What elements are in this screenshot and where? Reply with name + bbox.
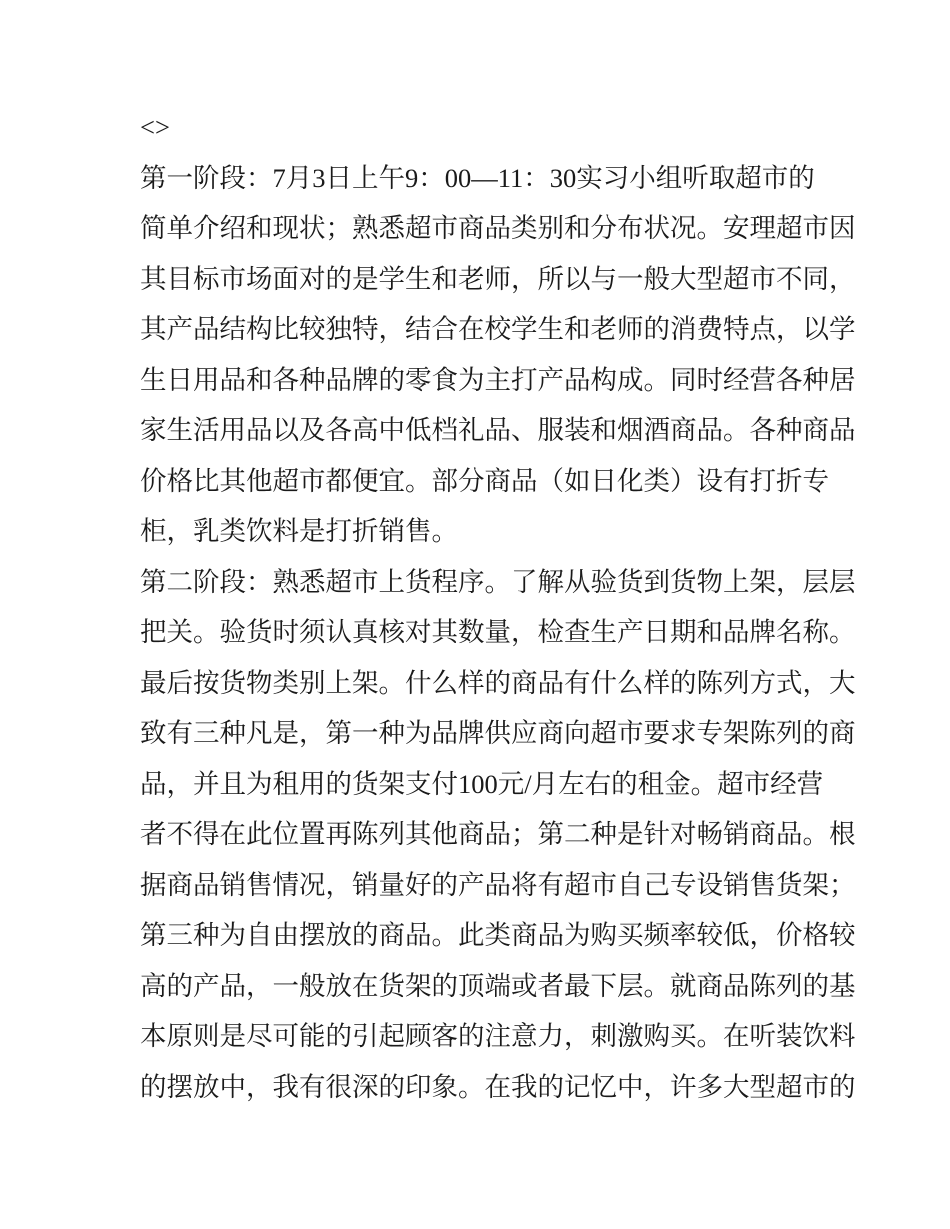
text-line: 把关。验货时须认真核对其数量，检查生产日期和品牌名称。	[140, 617, 856, 647]
text-line: 其产品结构比较独特，结合在校学生和老师的消费特点，以学	[140, 314, 856, 344]
text-line: 本原则是尽可能的引起顾客的注意力，刺激购买。在听装饮料	[140, 1021, 856, 1051]
text-line: 高的产品，一般放在货架的顶端或者最下层。就商品陈列的基	[140, 970, 856, 1001]
document-body	[140, 102, 856, 1112]
text-line: 其目标市场面对的是学生和老师，所以与一般大型超市不同，	[140, 263, 856, 294]
text-line: 第一阶段：7月3日上午9：00—11：30实习小组听取超市的	[140, 162, 815, 193]
text-line: 的摆放中，我有很深的印象。在我的记忆中，许多大型超市的	[140, 1071, 856, 1102]
text-line: 者不得在此位置再陈列其他商品；第二种是针对畅销商品。根	[140, 819, 856, 849]
text-line: 生日用品和各种品牌的零食为主打产品构成。同时经营各种居	[140, 364, 856, 395]
text-line: 最后按货物类别上架。什么样的商品有什么样的陈列方式，大	[140, 667, 856, 698]
text-line: 第三种为自由摆放的商品。此类商品为购买频率较低，价格较	[140, 920, 856, 950]
text-line: 第二阶段：熟悉超市上货程序。了解从验货到货物上架，层层	[140, 566, 856, 597]
text-line: 简单介绍和现状；熟悉超市商品类别和分布状况。安理超市因	[140, 213, 856, 243]
text-line: 据商品销售情况，销量好的产品将有超市自己专设销售货架；	[140, 869, 856, 900]
text-line: 致有三种凡是，第一种为品牌供应商向超市要求专架陈列的商	[140, 718, 856, 748]
text-line: 品，并且为租用的货架支付100元/月左右的租金。超市经营	[140, 768, 824, 799]
text-line: 家生活用品以及各高中低档礼品、服装和烟酒商品。各种商品	[140, 415, 856, 445]
text-line: <>	[140, 112, 170, 142]
text-line: 柜，乳类饮料是打折销售。	[140, 516, 458, 546]
text-line: 价格比其他超市都便宜。部分商品（如日化类）设有打折专	[140, 465, 829, 496]
